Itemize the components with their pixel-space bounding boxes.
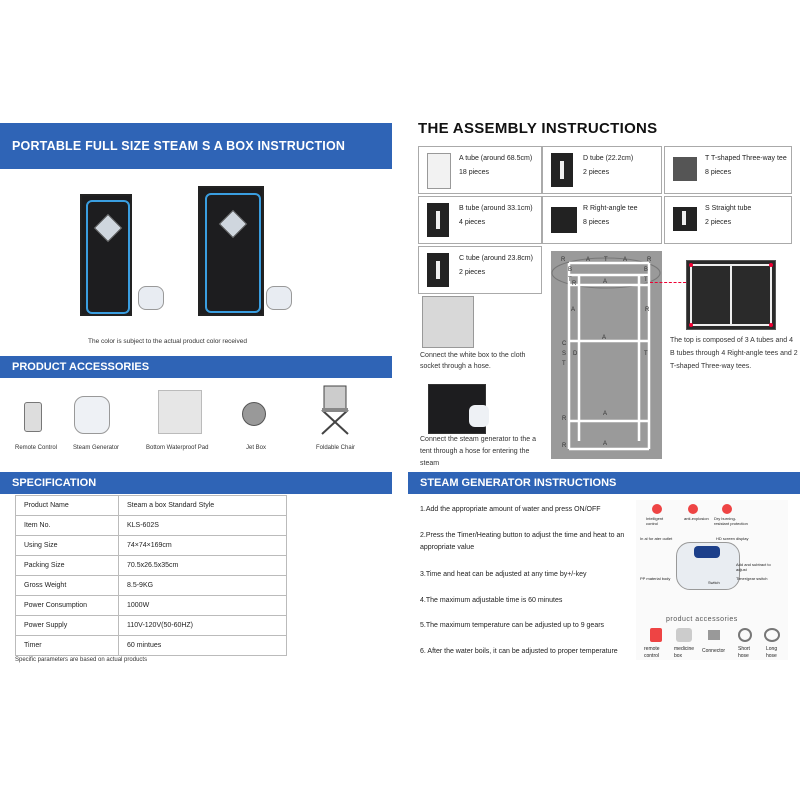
table-row: Timer 60 mintues bbox=[16, 636, 287, 656]
table-row: Power Supply 110V-120V(50-60HZ) bbox=[16, 616, 287, 636]
part-r-tee: R Right-angle tee 8 pieces bbox=[542, 196, 662, 244]
gen-accessory-label: Short hose bbox=[738, 646, 750, 659]
steam-heading: STEAM GENERATOR INSTRUCTIONS bbox=[408, 472, 800, 494]
connect-steam-text: Connect the steam generator to the a tent through a hose for entering the steam bbox=[420, 436, 536, 467]
dry-burn-icon bbox=[722, 504, 732, 514]
page-title: PORTABLE FULL SIZE STEAM S A BOX INSTRUCTION bbox=[0, 123, 392, 169]
table-row: Gross Weight 8.5-9KG bbox=[16, 576, 287, 596]
steam-generator-image-1 bbox=[138, 286, 164, 310]
chair-icon bbox=[318, 384, 352, 436]
steam-generator-image bbox=[74, 396, 110, 434]
d-tube-icon bbox=[551, 153, 573, 187]
part-d-tube: D tube (22.2cm) 2 pieces bbox=[542, 146, 662, 194]
frame-label: R bbox=[647, 257, 652, 263]
spec-note: Specific parameters are based on actual products bbox=[15, 657, 148, 663]
frame-label: A bbox=[603, 441, 608, 447]
frame-label: A bbox=[603, 411, 608, 417]
medicine-box-icon bbox=[676, 628, 692, 642]
top-frame-photo bbox=[686, 260, 776, 330]
part-s-tube: S Straight tube 2 pieces bbox=[664, 196, 792, 244]
anti-explosion-icon bbox=[688, 504, 698, 514]
steam-connection-photo bbox=[428, 384, 486, 434]
generator-display-icon bbox=[694, 546, 720, 558]
step-1: 1.Add the appropriate amount of water and press ON/OFF bbox=[420, 506, 601, 513]
part-b-tube: B tube (around 33.1cm) 4 pieces bbox=[418, 196, 542, 244]
step-3: 3.Time and heat can be adjusted at any time by+/-key bbox=[420, 571, 587, 578]
feature-label: Add and subtract to adjust bbox=[736, 562, 771, 572]
frame-label: R bbox=[562, 443, 567, 449]
long-hose-icon bbox=[764, 628, 780, 642]
frame-label: B bbox=[568, 267, 573, 273]
feature-label: In al for ater outlet bbox=[640, 536, 673, 541]
remote-control-icon bbox=[650, 628, 662, 642]
short-hose-icon bbox=[738, 628, 752, 642]
frame-label: A bbox=[586, 257, 591, 263]
b-tube-icon bbox=[427, 203, 449, 237]
top-frame-svg bbox=[687, 261, 775, 329]
frame-label: T bbox=[568, 277, 572, 283]
feature-label: Dry burning-resistant protection bbox=[714, 516, 748, 526]
accessory-label-generator: Steam Generator bbox=[73, 445, 120, 451]
feature-label: anti-explosion bbox=[684, 516, 709, 521]
frame-label: T bbox=[604, 257, 608, 263]
tent-image-2 bbox=[198, 186, 264, 316]
connector-icon bbox=[708, 630, 720, 640]
part-a-tube: A tube (around 68.5cm) 18 pieces bbox=[418, 146, 542, 194]
steam-generator-image-2 bbox=[266, 286, 292, 310]
frame-label: T bbox=[644, 277, 648, 283]
tent-image-1 bbox=[80, 194, 132, 316]
table-row: Item No. KLS-602S bbox=[16, 516, 287, 536]
step-4: 4.The maximum adjustable time is 60 minutes bbox=[420, 597, 563, 604]
table-row: Product Name Steam a box Standard Style bbox=[16, 496, 287, 516]
frame-diagram bbox=[551, 251, 662, 459]
s-tube-icon bbox=[673, 207, 697, 231]
frame-label: R bbox=[562, 416, 567, 422]
frame-label: D bbox=[573, 351, 578, 357]
connect-white-box-text: Connect the white box to the cloth socket through a hose. bbox=[420, 352, 526, 370]
c-tube-icon bbox=[427, 253, 449, 287]
spec-heading: SPECIFICATION bbox=[0, 472, 392, 494]
feature-label: Switch bbox=[708, 580, 720, 585]
part-t-tee: T T-shaped Three-way tee 8 pieces bbox=[664, 146, 792, 194]
frame-label: R bbox=[572, 281, 577, 287]
frame-label: A bbox=[571, 307, 576, 313]
step-2: 2.Press the Timer/Heating button to adjust the time and heat to an appropriate value bbox=[420, 532, 625, 551]
accessory-label-pad: Bottom Waterproof Pad bbox=[146, 445, 209, 451]
gen-accessory-label: medicine box bbox=[674, 646, 695, 659]
frame-label: A bbox=[623, 257, 628, 263]
accessory-label-chair: Foldable Chair bbox=[316, 445, 356, 451]
table-row: Using Size 74×74×169cm bbox=[16, 536, 287, 556]
r-tee-icon bbox=[551, 207, 577, 233]
frame-label: B bbox=[644, 267, 649, 273]
feature-label: Intelligent control bbox=[646, 516, 664, 526]
t-tee-icon bbox=[673, 157, 697, 181]
generator-feature-graphic bbox=[636, 500, 788, 660]
frame-label: R bbox=[561, 257, 566, 263]
frame-label: S bbox=[562, 351, 567, 357]
accessory-label-jetbox: Jet Box bbox=[246, 445, 267, 451]
accessories-heading: PRODUCT ACCESSORIES bbox=[0, 356, 392, 378]
remote-control-image bbox=[24, 402, 42, 432]
waterproof-pad-image bbox=[158, 390, 202, 434]
top-note: The top is composed of 3 A tubes and 4 B tubes through 4 Right-angle tees and 2 T-shaped Three-way tees. bbox=[670, 337, 798, 370]
frame-label: A bbox=[602, 335, 607, 341]
table-row: Packing Size 70.5x26.5x35cm bbox=[16, 556, 287, 576]
feature-label: HD screen display bbox=[716, 536, 749, 541]
intelligent-control-icon bbox=[652, 504, 662, 514]
gen-accessory-label: Connector bbox=[702, 648, 726, 654]
table-row: Power Consumption 1000W bbox=[16, 596, 287, 616]
frame-label: T bbox=[644, 351, 648, 357]
step-5: 5.The maximum temperature can be adjusted up to 9 gears bbox=[420, 622, 605, 629]
frame-label: T bbox=[562, 361, 566, 367]
foldable-chair-image bbox=[318, 384, 352, 436]
white-box-photo bbox=[422, 296, 474, 348]
assembly-heading: THE ASSEMBLY INSTRUCTIONS bbox=[418, 120, 658, 137]
part-c-tube: C tube (around 23.8cm) 2 pieces bbox=[418, 246, 542, 294]
gen-accessory-label: Long hose bbox=[766, 646, 778, 659]
color-note: The color is subject to the actual product color received bbox=[88, 338, 247, 345]
frame-label: R bbox=[645, 307, 650, 313]
frame-label: A bbox=[603, 279, 608, 285]
a-tube-icon bbox=[427, 153, 451, 189]
jet-box-image bbox=[242, 402, 266, 426]
feature-label: PP material body bbox=[640, 576, 671, 581]
pointer-dashes bbox=[650, 282, 686, 283]
spec-table bbox=[15, 495, 287, 656]
accessory-label-remote: Remote Control bbox=[15, 445, 58, 451]
feature-label: Timer/gear switch bbox=[736, 576, 768, 581]
step-6: 6. After the water boils, it can be adjusted to proper temperature bbox=[420, 648, 618, 655]
gen-accessories-title: product accessories bbox=[666, 616, 738, 623]
frame-label: C bbox=[562, 341, 567, 347]
gen-accessory-label: remote control bbox=[644, 646, 660, 659]
